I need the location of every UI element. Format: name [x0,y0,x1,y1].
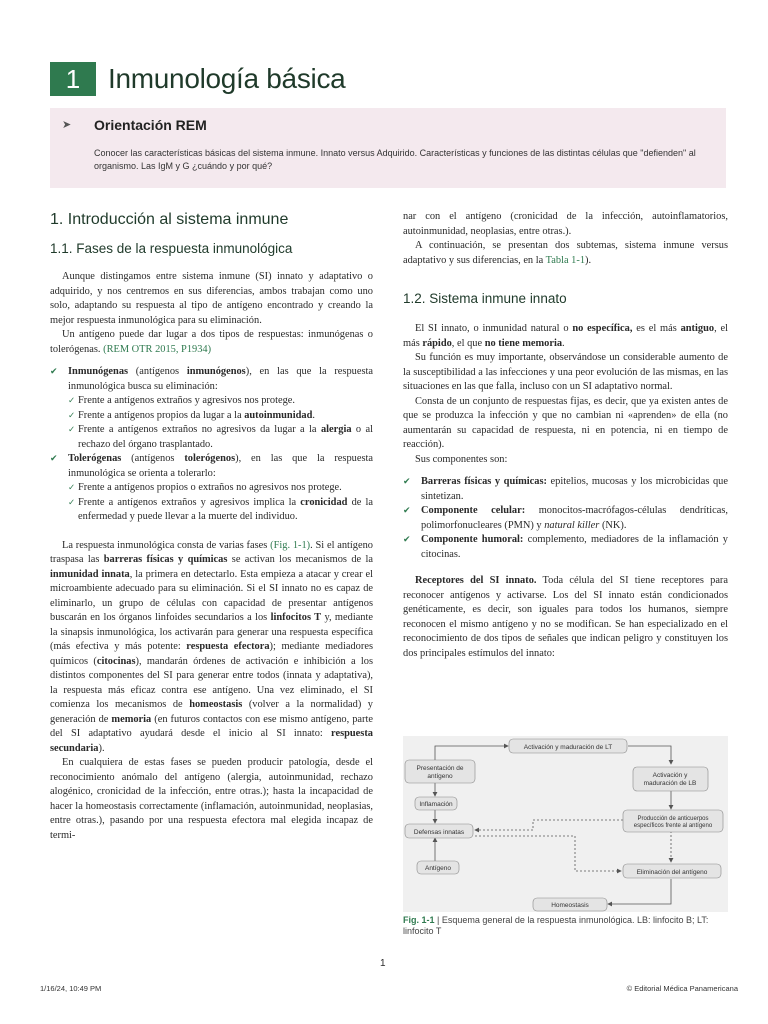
list-item: ✓ Frente a antígenos extraños y agresivos nos protege. [68,394,373,409]
intro-paragraph: Aunque distingamos entre sistema inmune (SI) innato y adaptativo o adquirido, y nos centremos en sus diferencias, ambos trabajan como uno solo, adaptando su respuesta al tipo de antígeno encontrado y creando la mejor respuesta inmunológica para su eliminación. [50,271,373,326]
tolerogenas-sublist [68,481,373,525]
node-activacion-lt [509,739,627,753]
section-heading: 1. Introducción al sistema inmune [50,211,289,228]
node-defensas [405,824,473,838]
list-item: ✓ Frente a antígenos extraños y agresivos implica la cronicidad de la enfermedad y puede llevar a la muerte del individuo. [68,496,373,525]
node-anticuerpos [623,810,723,832]
list-item: ✓ Frente a antígenos extraños no agresivos da lugar a la alergia o al rechazo del órgano trasplantado. [68,423,373,452]
subsection-heading: 1.2. Sistema inmune innato [403,291,567,306]
node-label: Inflamación [419,801,453,808]
node-label: Producción de anticuerpos [637,816,709,822]
node-label: Activación y maduración de LT [523,744,613,751]
inmunogenas-sublist [68,394,373,452]
node-homeostasis [533,898,607,911]
node-label: Homeostasis [551,902,589,909]
list-item: ✔ Componente humoral: complemento, mediadores de la inflamación y citocinas. [403,533,728,562]
node-label: Defensas innatas [413,829,465,836]
reference-link[interactable]: (REM OTR 2015, P1934) [103,343,212,355]
node-label: específicos frente al antígeno [633,823,713,829]
subsection-heading: 1.1. Fases de la respuesta inmunológica [50,241,293,256]
response-types-paragraph: Un antígeno puede dar lugar a dos tipos de respuestas: inmunógenas o tolerógenas. (REM OTR 2015, P1934) [50,329,373,355]
chapter-header [50,62,345,96]
immune-response-diagram [403,736,728,912]
components-list [403,475,728,562]
phases-paragraph: La respuesta inmunológica consta de varias fases (Fig. 1-1). Si el antígeno traspasa las barreras físicas y químicas se activan los mecanismos de la inmunidad innata, la primera en detectarlo. Esta empieza a atacar y crear el microambiente adecuado para su eliminación. Si el SI innato no es capaz de eliminarlo, un grupo de células con capacidad de presentar antígenos buscarán en los órganos linfoides secundarios a los linfocitos T y, mediante la sinapsis inmunológica, los activarán para generar una respuesta específica (más efectiva y más potente: respuesta efectora); mediante mediadores químicos (citocinas), mandarán órdenes de activación e inhibición a los distintos componentes del SI para generar entre todos (innata y adaptativa), la respuesta más eficaz contra ese antígeno. Una vez eliminado, el SI comienza los mecanismos de homeostasis (volver a la normalidad) y generación de memoria (en futuros contactos con ese mismo antígeno, parte del SI adaptativo ayudará desde el inicio al SI innato: respuesta secundaria). [50,539,374,754]
node-antigeno [417,861,459,874]
pin-icon: ➤ [62,118,72,131]
node-eliminacion [623,864,721,878]
print-timestamp: 1/16/24, 10:49 PM [40,984,102,993]
right-column [403,210,728,661]
orientation-box [50,108,726,188]
pathology-paragraph-continued: nar con el antígeno (cronicidad de la infección, autoinflamatorios, autoinmunidad, neoplasias, entre otras.). [403,211,728,237]
components-intro: Sus componentes son: [415,453,508,465]
list-item-tolerogenas: ✔ Tolerógenas (antígenos tolerógenos), en las que la respuesta inmunológica se orienta a tolerarlo: ✓ Frente a antígenos propios o extraños no agresivos nos protege. ✓ Frente a antígenos extraños y agresivos implica la cronicidad de la enfermedad y puede llevar a la muerte del individuo. [50,452,373,525]
left-column [50,210,373,843]
innate-intro-paragraph: El SI innato, o inmunidad natural o no específica, es el más antiguo, el más rápido, el que no tiene memoria. [403,323,728,349]
node-label: Eliminación del antígeno [636,869,708,876]
orientation-text: Conocer las características básicas del sistema inmune. Innato versus Adquirido. Características y funciones de las distintas células que "defienden" al organismo. Las IgM y G ¿cuándo y por qué? [94,148,696,171]
orientation-title: Orientación REM [94,117,207,133]
publisher-credit: © Editorial Médica Panamericana [626,984,738,993]
table-reference-link[interactable]: Tabla 1-1 [545,254,586,266]
list-item: ✔ Barreras físicas y químicas: epitelios, mucosas y los microbicidas que sintetizan. [403,475,728,504]
page-number: 1 [380,958,386,969]
node-label: antígeno [427,773,453,780]
node-label: Antígeno [424,865,452,872]
node-activacion-lb [633,767,708,791]
innate-function-paragraph: Su función es muy importante, observándose un considerable aumento de la susceptibilidad a las infecciones y una peor evolución de las mismas, en las situaciones en las que falla, incluso con un SI adaptativo normal. [403,352,728,392]
list-item-inmunogenas: ✔ Inmunógenas (antígenos inmunógenos), en las que la respuesta inmunológica busca su eliminación: ✓ Frente a antígenos extraños y agresivos nos protege. ✓ Frente a antígenos propios da lugar a la autoinmunidad. ✓ Frente a antígenos extraños no agresivos da lugar a la alergia o al rechazo del órgano trasplantado. [50,365,373,452]
node-presentacion [405,760,475,783]
response-types-list [50,365,373,525]
list-item: ✓ Frente a antígenos propios o extraños no agresivos nos protege. [68,481,373,496]
innate-fixed-paragraph: Consta de un conjunto de respuestas fijas, es decir, que ya existen antes de que se produzca la infección y que no cambian ni «aprenden» de ella (no aumentarán su capacidad de respuesta, ni en potencia, ni en tiempo de reacción). [403,395,728,450]
figure-reference-link[interactable]: (Fig. 1-1) [270,539,311,551]
node-label: Activación y [652,772,688,779]
figure-caption: Fig. 1-1 | Esquema general de la respuesta inmunológica. LB: linfocito B; LT: linfocito T [403,915,709,936]
list-item: ✔ Componente celular: monocitos-macrófagos-células dendríticas, polimorfonucleares (PMN) y natural killer (NK). [403,504,728,533]
pathology-paragraph: En cualquiera de estas fases se pueden producir patología, desde el reconocimiento anómalo del antígeno (alergia, autoinmunidad, rechazo alogénico, cronicidad de la infección, entre otras.); hasta la incapacidad de hacer la homeostasis correctamente (inflamación, autoinmunidad, neoplasias, entre otras.), pasando por una respuesta efectora mal elegida incapaz de termi- [50,757,373,841]
node-label: maduración de LB [643,780,697,787]
list-item: ✓ Frente a antígenos propios da lugar a la autoinmunidad. [68,409,373,424]
figure-label: Fig. 1-1 [403,915,435,925]
node-label: Presentación de [416,765,464,772]
receptors-paragraph: Receptores del SI innato. Toda célula del SI tiene receptores para reconocer antígenos y activarse. Los del SI innato están condicionados genéticamente, es decir, son iguales para todos los humanos, siempre reconocen el mismo antígeno y no se modifican. Se han especializado en el reconocimiento de dos tipos de señales que indican peligro y constituyen los dos principales estímulos del innato: [403,575,728,659]
chapter-title: Inmunología básica [108,63,346,94]
node-inflamacion [415,797,457,810]
chapter-number: 1 [50,62,96,96]
subtopics-paragraph: A continuación, se presentan dos subtemas, sistema inmune versus adaptativo y sus diferencias, en la Tabla 1-1). [403,240,728,266]
